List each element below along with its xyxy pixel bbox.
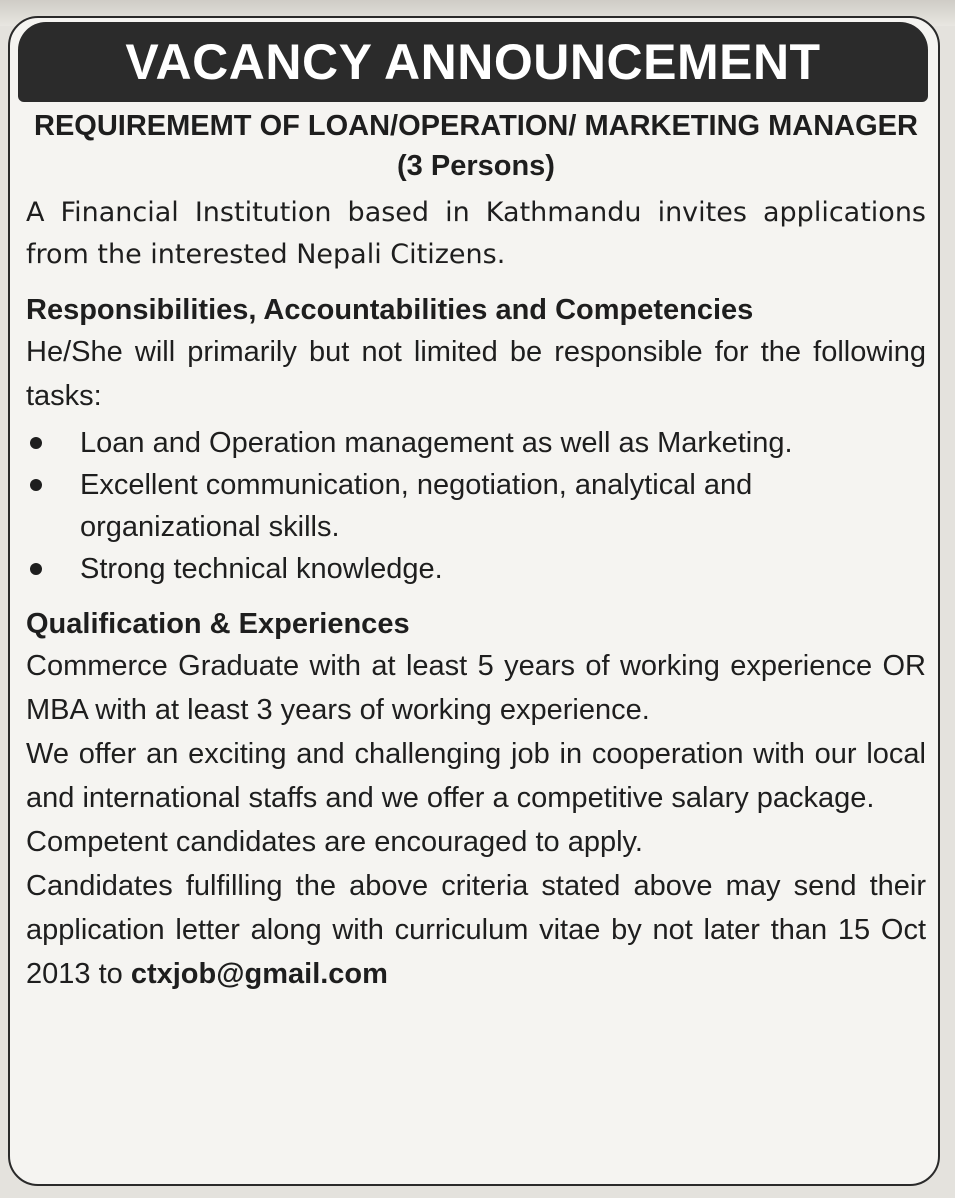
- qualifications-text: Commerce Graduate with at least 5 years of working experience OR MBA with at least 3 years of working experience.: [26, 650, 926, 726]
- title-banner: [18, 22, 928, 102]
- position-subtitle: REQUIREMEMT OF LOAN/OPERATION/ MARKETING MANAGER (3 Persons): [34, 110, 918, 182]
- responsibilities-heading: Responsibilities, Accountabilities and Competencies: [26, 294, 754, 326]
- responsibilities-lead: He/She will primarily but not limited be responsible for the following tasks:: [26, 336, 926, 412]
- bullet-icon: [30, 479, 42, 491]
- list-item: [26, 464, 926, 548]
- encourage-paragraph: Competent candidates are encouraged to apply.: [26, 826, 643, 858]
- banner-title: VACANCY ANNOUNCEMENT: [125, 34, 821, 90]
- bullet-icon: [30, 563, 42, 575]
- contact-email[interactable]: ctxjob@gmail.com: [130, 958, 388, 990]
- offer-paragraph: We offer an exciting and challenging job in cooperation with our local and international staffs and we offer a competitive salary package.: [26, 738, 926, 814]
- announcement-body: [26, 106, 926, 996]
- apply-paragraph: [26, 864, 926, 996]
- list-item-text: Loan and Operation management as well as Marketing.: [80, 427, 793, 459]
- vacancy-announcement-card: [8, 16, 940, 1186]
- qualifications-heading: Qualification & Experiences: [26, 608, 410, 640]
- bullet-icon: [30, 437, 42, 449]
- list-item-text: Excellent communication, negotiation, analytical and organizational skills.: [80, 469, 753, 543]
- list-item-text: Strong technical knowledge.: [80, 553, 443, 585]
- apply-text: Candidates fulfilling the above criteria stated above may send their application letter along with curriculum vitae by not later than 15 Oct 2013 to: [26, 870, 926, 990]
- list-item: [26, 548, 926, 590]
- list-item: [26, 422, 926, 464]
- intro-paragraph: A Financial Institution based in Kathmandu invites applications from the interested Nepali Citizens.: [26, 197, 926, 270]
- responsibilities-list: [26, 422, 926, 590]
